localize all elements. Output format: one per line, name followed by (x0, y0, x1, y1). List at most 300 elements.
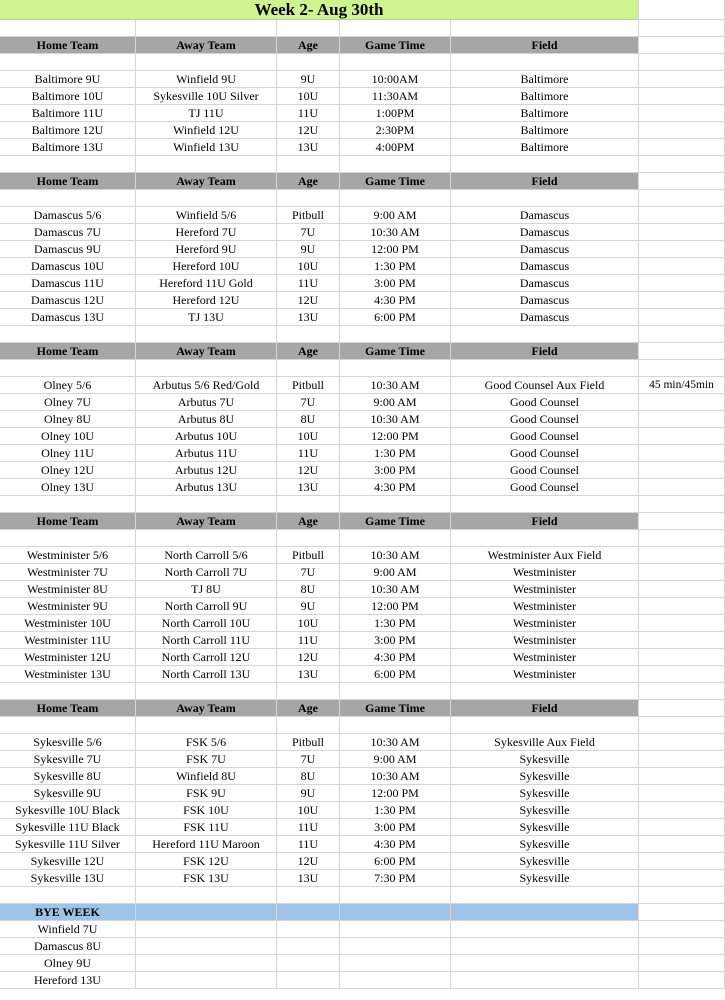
game-row (0, 122, 725, 139)
game-row (0, 258, 725, 275)
home-team-cell: Baltimore 9U (0, 71, 136, 88)
age-cell: 10U (277, 258, 340, 275)
blank-row (0, 683, 725, 700)
away-team-cell: TJ 13U (136, 309, 277, 326)
away-team-cell: FSK 13U (136, 870, 277, 887)
field-cell: Westminister (451, 666, 639, 683)
empty-cell (277, 326, 340, 343)
empty-cell (639, 326, 725, 343)
empty-cell (639, 496, 725, 513)
age-cell: Pitbull (277, 547, 340, 564)
empty-cell (340, 972, 451, 989)
home-team-cell: Olney 8U (0, 411, 136, 428)
age-cell: 8U (277, 581, 340, 598)
away-team-cell: Winfield 13U (136, 139, 277, 156)
field-cell: Baltimore (451, 71, 639, 88)
game-time-cell: 9:00 AM (340, 394, 451, 411)
note-cell (639, 428, 725, 445)
home-team-cell: Sykesville 8U (0, 768, 136, 785)
empty-cell (451, 530, 639, 547)
field-cell: Sykesville Aux Field (451, 734, 639, 751)
away-team-cell: FSK 5/6 (136, 734, 277, 751)
empty-cell (639, 20, 725, 37)
note-cell (639, 649, 725, 666)
empty-cell (639, 190, 725, 207)
note-cell (639, 632, 725, 649)
home-team-cell: Westminister 9U (0, 598, 136, 615)
game-row (0, 853, 725, 870)
note-cell (639, 224, 725, 241)
note-cell (639, 853, 725, 870)
note-cell (639, 309, 725, 326)
game-time-cell: 11:30AM (340, 88, 451, 105)
header-row (0, 513, 725, 530)
away-team-cell: Winfield 5/6 (136, 207, 277, 224)
game-row (0, 139, 725, 156)
game-time-cell: 1:30 PM (340, 615, 451, 632)
empty-cell (451, 156, 639, 173)
game-time-cell: 3:00 PM (340, 275, 451, 292)
age-cell: 9U (277, 785, 340, 802)
column-header: Field (451, 513, 639, 530)
header-row (0, 37, 725, 54)
game-row (0, 462, 725, 479)
age-cell: 11U (277, 632, 340, 649)
game-time-cell: 7:30 PM (340, 870, 451, 887)
home-team-cell: Sykesville 11U Black (0, 819, 136, 836)
game-row (0, 377, 725, 394)
empty-cell (277, 360, 340, 377)
empty-cell (639, 972, 725, 989)
away-team-cell: Hereford 12U (136, 292, 277, 309)
empty-cell (639, 717, 725, 734)
note-cell (639, 462, 725, 479)
game-time-cell: 6:00 PM (340, 666, 451, 683)
field-cell: Damascus (451, 241, 639, 258)
empty-cell (340, 887, 451, 904)
empty-cell (277, 955, 340, 972)
field-cell: Baltimore (451, 122, 639, 139)
field-cell: Sykesville (451, 768, 639, 785)
empty-cell (340, 938, 451, 955)
empty-cell (451, 972, 639, 989)
note-cell (639, 479, 725, 496)
game-row (0, 411, 725, 428)
empty-cell (340, 190, 451, 207)
empty-cell (639, 54, 725, 71)
field-cell: Westminister (451, 632, 639, 649)
header-row (0, 343, 725, 360)
game-row (0, 224, 725, 241)
age-cell: 12U (277, 462, 340, 479)
game-time-cell: 6:00 PM (340, 309, 451, 326)
empty-cell (639, 173, 725, 190)
empty-cell (340, 496, 451, 513)
blank-row (0, 156, 725, 173)
empty-cell (340, 156, 451, 173)
empty-cell (340, 326, 451, 343)
field-cell: Good Counsel (451, 445, 639, 462)
away-team-cell: Winfield 9U (136, 71, 277, 88)
field-cell: Westminister (451, 615, 639, 632)
empty-cell (136, 921, 277, 938)
game-time-cell: 3:00 PM (340, 819, 451, 836)
field-cell: Damascus (451, 309, 639, 326)
field-cell: Sykesville (451, 836, 639, 853)
empty-cell (340, 904, 451, 921)
game-time-cell: 1:30 PM (340, 258, 451, 275)
home-team-cell: Sykesville 5/6 (0, 734, 136, 751)
empty-cell (136, 496, 277, 513)
column-header: Game Time (340, 513, 451, 530)
empty-cell (639, 37, 725, 54)
empty-cell (0, 683, 136, 700)
empty-cell (639, 156, 725, 173)
empty-cell (0, 190, 136, 207)
age-cell: 12U (277, 122, 340, 139)
away-team-cell: Hereford 7U (136, 224, 277, 241)
note-cell (639, 547, 725, 564)
field-cell: Westminister (451, 564, 639, 581)
away-team-cell: North Carroll 13U (136, 666, 277, 683)
empty-cell (451, 190, 639, 207)
empty-cell (277, 530, 340, 547)
game-row (0, 292, 725, 309)
age-cell: 11U (277, 275, 340, 292)
game-time-cell: 10:30 AM (340, 547, 451, 564)
empty-cell (639, 343, 725, 360)
empty-cell (340, 360, 451, 377)
note-cell (639, 241, 725, 258)
empty-cell (277, 887, 340, 904)
note-cell (639, 768, 725, 785)
game-time-cell: 3:00 PM (340, 632, 451, 649)
note-cell: 45 min/45min (639, 377, 725, 394)
away-team-cell: FSK 7U (136, 751, 277, 768)
empty-cell (0, 54, 136, 71)
game-time-cell: 10:30 AM (340, 768, 451, 785)
away-team-cell: North Carroll 10U (136, 615, 277, 632)
bye-team-row (0, 972, 725, 989)
column-header: Home Team (0, 173, 136, 190)
column-header: Age (277, 37, 340, 54)
empty-cell (136, 683, 277, 700)
field-cell: Damascus (451, 292, 639, 309)
home-team-cell: Olney 11U (0, 445, 136, 462)
empty-cell (639, 887, 725, 904)
empty-cell (136, 887, 277, 904)
blank-row (0, 326, 725, 343)
empty-cell (136, 955, 277, 972)
home-team-cell: Damascus 11U (0, 275, 136, 292)
note-cell (639, 394, 725, 411)
game-time-cell: 10:00AM (340, 71, 451, 88)
field-cell: Sykesville (451, 870, 639, 887)
away-team-cell: North Carroll 9U (136, 598, 277, 615)
column-header: Home Team (0, 37, 136, 54)
away-team-cell: Arbutus 7U (136, 394, 277, 411)
schedule-table (0, 20, 725, 989)
empty-cell (639, 700, 725, 717)
empty-cell (136, 938, 277, 955)
bye-team-cell: Hereford 13U (0, 972, 136, 989)
empty-cell (277, 972, 340, 989)
column-header: Away Team (136, 700, 277, 717)
game-row (0, 88, 725, 105)
empty-cell (451, 326, 639, 343)
home-team-cell: Sykesville 12U (0, 853, 136, 870)
title-row (0, 0, 725, 20)
column-header: Game Time (340, 700, 451, 717)
empty-cell (340, 20, 451, 37)
note-cell (639, 666, 725, 683)
home-team-cell: Olney 13U (0, 479, 136, 496)
field-cell: Baltimore (451, 88, 639, 105)
header-row (0, 173, 725, 190)
empty-cell (340, 955, 451, 972)
empty-cell (277, 683, 340, 700)
game-row (0, 632, 725, 649)
empty-cell (277, 938, 340, 955)
game-row (0, 71, 725, 88)
home-team-cell: Westminister 8U (0, 581, 136, 598)
empty-cell (451, 360, 639, 377)
empty-cell (639, 0, 725, 20)
bye-week-label: BYE WEEK (0, 904, 136, 921)
age-cell: Pitbull (277, 377, 340, 394)
note-cell (639, 564, 725, 581)
empty-cell (277, 156, 340, 173)
game-time-cell: 1:30 PM (340, 445, 451, 462)
empty-cell (0, 496, 136, 513)
field-cell: Damascus (451, 224, 639, 241)
field-cell: Good Counsel (451, 479, 639, 496)
empty-cell (0, 887, 136, 904)
note-cell (639, 275, 725, 292)
away-team-cell: Hereford 10U (136, 258, 277, 275)
game-row (0, 445, 725, 462)
home-team-cell: Baltimore 11U (0, 105, 136, 122)
home-team-cell: Damascus 10U (0, 258, 136, 275)
away-team-cell: Hereford 11U Maroon (136, 836, 277, 853)
field-cell: Westminister (451, 649, 639, 666)
column-header: Away Team (136, 37, 277, 54)
field-cell: Damascus (451, 207, 639, 224)
away-team-cell: TJ 11U (136, 105, 277, 122)
note-cell (639, 615, 725, 632)
game-time-cell: 9:00 AM (340, 207, 451, 224)
age-cell: 10U (277, 802, 340, 819)
note-cell (639, 139, 725, 156)
away-team-cell: Winfield 8U (136, 768, 277, 785)
blank-row (0, 717, 725, 734)
empty-cell (451, 496, 639, 513)
home-team-cell: Damascus 13U (0, 309, 136, 326)
blank-row (0, 496, 725, 513)
away-team-cell: Arbutus 12U (136, 462, 277, 479)
away-team-cell: FSK 12U (136, 853, 277, 870)
page-title: Week 2- Aug 30th (0, 0, 639, 20)
age-cell: 11U (277, 819, 340, 836)
note-cell (639, 751, 725, 768)
field-cell: Good Counsel (451, 394, 639, 411)
column-header: Game Time (340, 173, 451, 190)
note-cell (639, 258, 725, 275)
home-team-cell: Baltimore 10U (0, 88, 136, 105)
game-row (0, 666, 725, 683)
home-team-cell: Sykesville 11U Silver (0, 836, 136, 853)
game-row (0, 479, 725, 496)
game-time-cell: 4:30 PM (340, 649, 451, 666)
empty-cell (340, 921, 451, 938)
age-cell: 7U (277, 224, 340, 241)
empty-cell (451, 683, 639, 700)
field-cell: Sykesville (451, 802, 639, 819)
home-team-cell: Westminister 10U (0, 615, 136, 632)
bye-team-cell: Winfield 7U (0, 921, 136, 938)
game-time-cell: 4:30 PM (340, 836, 451, 853)
field-cell: Good Counsel (451, 462, 639, 479)
empty-cell (451, 955, 639, 972)
away-team-cell: North Carroll 5/6 (136, 547, 277, 564)
age-cell: 7U (277, 394, 340, 411)
home-team-cell: Sykesville 9U (0, 785, 136, 802)
home-team-cell: Westminister 11U (0, 632, 136, 649)
game-row (0, 768, 725, 785)
game-row (0, 105, 725, 122)
empty-cell (0, 156, 136, 173)
empty-cell (136, 717, 277, 734)
column-header: Home Team (0, 513, 136, 530)
note-cell (639, 207, 725, 224)
home-team-cell: Olney 5/6 (0, 377, 136, 394)
age-cell: 12U (277, 853, 340, 870)
empty-cell (639, 513, 725, 530)
bye-week-header-row (0, 904, 725, 921)
note-cell (639, 836, 725, 853)
column-header: Game Time (340, 37, 451, 54)
empty-cell (136, 54, 277, 71)
empty-cell (136, 20, 277, 37)
empty-cell (0, 326, 136, 343)
game-row (0, 751, 725, 768)
empty-cell (136, 972, 277, 989)
game-time-cell: 10:30 AM (340, 411, 451, 428)
age-cell: 10U (277, 615, 340, 632)
game-row (0, 241, 725, 258)
empty-cell (136, 156, 277, 173)
column-header: Game Time (340, 343, 451, 360)
note-cell (639, 581, 725, 598)
age-cell: 8U (277, 411, 340, 428)
away-team-cell: Arbutus 5/6 Red/Gold (136, 377, 277, 394)
empty-cell (639, 683, 725, 700)
home-team-cell: Damascus 7U (0, 224, 136, 241)
age-cell: 13U (277, 666, 340, 683)
field-cell: Baltimore (451, 105, 639, 122)
away-team-cell: Arbutus 8U (136, 411, 277, 428)
home-team-cell: Olney 7U (0, 394, 136, 411)
column-header: Away Team (136, 513, 277, 530)
empty-cell (340, 530, 451, 547)
away-team-cell: North Carroll 7U (136, 564, 277, 581)
empty-cell (451, 887, 639, 904)
bye-team-row (0, 955, 725, 972)
blank-row (0, 20, 725, 37)
empty-cell (277, 54, 340, 71)
field-cell: Sykesville (451, 853, 639, 870)
field-cell: Damascus (451, 258, 639, 275)
away-team-cell: North Carroll 11U (136, 632, 277, 649)
empty-cell (451, 904, 639, 921)
empty-cell (0, 717, 136, 734)
game-time-cell: 10:30 AM (340, 224, 451, 241)
game-time-cell: 10:30 AM (340, 377, 451, 394)
age-cell: 8U (277, 768, 340, 785)
age-cell: 11U (277, 105, 340, 122)
column-header: Field (451, 173, 639, 190)
age-cell: 13U (277, 870, 340, 887)
game-time-cell: 12:00 PM (340, 785, 451, 802)
game-time-cell: 2:30PM (340, 122, 451, 139)
empty-cell (340, 54, 451, 71)
note-cell (639, 734, 725, 751)
game-row (0, 615, 725, 632)
game-time-cell: 3:00 PM (340, 462, 451, 479)
game-time-cell: 10:30 AM (340, 581, 451, 598)
empty-cell (136, 904, 277, 921)
field-cell: Sykesville (451, 785, 639, 802)
column-header: Age (277, 173, 340, 190)
away-team-cell: Hereford 11U Gold (136, 275, 277, 292)
game-row (0, 598, 725, 615)
empty-cell (277, 921, 340, 938)
away-team-cell: Winfield 12U (136, 122, 277, 139)
age-cell: 10U (277, 428, 340, 445)
empty-cell (0, 360, 136, 377)
note-cell (639, 411, 725, 428)
age-cell: 11U (277, 445, 340, 462)
column-header: Home Team (0, 700, 136, 717)
home-team-cell: Damascus 12U (0, 292, 136, 309)
field-cell: Sykesville (451, 751, 639, 768)
game-row (0, 802, 725, 819)
game-row (0, 564, 725, 581)
away-team-cell: Arbutus 13U (136, 479, 277, 496)
empty-cell (136, 326, 277, 343)
note-cell (639, 819, 725, 836)
empty-cell (451, 938, 639, 955)
home-team-cell: Westminister 13U (0, 666, 136, 683)
age-cell: 13U (277, 139, 340, 156)
home-team-cell: Baltimore 13U (0, 139, 136, 156)
header-row (0, 700, 725, 717)
field-cell: Sykesville (451, 819, 639, 836)
blank-row (0, 190, 725, 207)
empty-cell (0, 530, 136, 547)
age-cell: 11U (277, 836, 340, 853)
empty-cell (451, 717, 639, 734)
age-cell: 7U (277, 751, 340, 768)
field-cell: Damascus (451, 275, 639, 292)
age-cell: Pitbull (277, 207, 340, 224)
empty-cell (136, 530, 277, 547)
note-cell (639, 802, 725, 819)
bye-team-cell: Olney 9U (0, 955, 136, 972)
empty-cell (277, 496, 340, 513)
note-cell (639, 88, 725, 105)
game-time-cell: 1:00PM (340, 105, 451, 122)
